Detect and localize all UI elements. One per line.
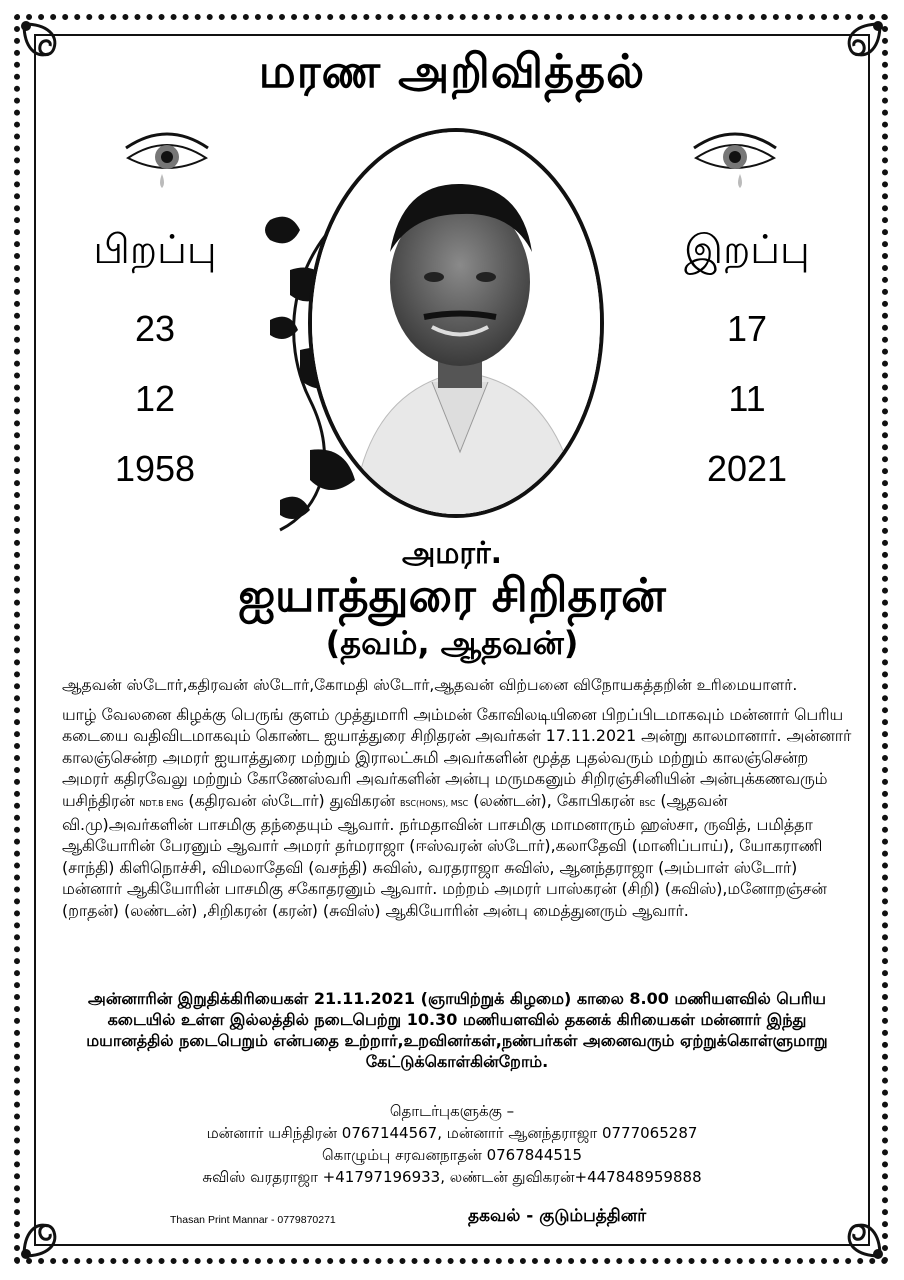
contacts-heading: தொடர்புகளுக்கு – (389, 1102, 515, 1120)
deceased-alias: (தவம், ஆதவன்) (325, 624, 579, 662)
birth-day: 23 (134, 308, 176, 349)
ornament-corner-icon (816, 1192, 886, 1262)
death-label: இறப்பு (684, 228, 810, 272)
info-from: தகவல் - குடும்பத்தினர் (468, 1206, 647, 1226)
biography (62, 704, 852, 921)
page-title: மரண அறிவித்தல் (258, 44, 646, 98)
qualification: BSC (639, 798, 656, 808)
contact-line: சுவிஸ் வரதராஜா +41797196933, லண்டன் துவிகரன்+447848959888 (202, 1168, 702, 1186)
death-day: 17 (726, 308, 768, 349)
portrait-photo (308, 128, 604, 518)
bio-text: (கதிரவன் ஸ்டோர்) துவிகரன் (183, 790, 400, 810)
birth-month: 12 (134, 378, 176, 419)
deceased-name: ஐயாத்துரை சிறிதரன் (238, 568, 666, 622)
business-line: ஆதவன் ஸ்டோர்,கதிரவன் ஸ்டோர்,கோமதி ஸ்டோர்,ஆதவன் விற்பனை விநோயகத்தறின் உரிமையாளர். (62, 676, 798, 694)
contact-line: மன்னார் யசிந்திரன் 0767144567, மன்னார் ஆனந்தராஜா 0777065287 (206, 1124, 698, 1142)
death-year: 2021 (706, 448, 788, 489)
teary-eye-icon (690, 126, 780, 190)
birth-year: 1958 (114, 448, 196, 489)
bio-text: (ஆதவன் வி.மு)அவர்களின் பாசமிகு தந்தையும் ஆவார். நர்மதாவின் பாசமிகு மாமனாரும் ஹஸ்சா, ருவித், பமித்தா ஆகியோரின் பேரனும் ஆவார் அமரர் தர்மராஜா (ஈஸ்வரன் ஸ்டோர்),கலாதேவி (மானிப்பாய்), யோகராணி (சாந்தி) கிளிநொச்சி, விமலாதேவி (வசந்தி) சுவிஸ், வரதராஜா சுவிஸ், ஆனந்தராஜா (அம்பாள் ஸ்டோர்) மன்னார் ஆகியோரின் பாசமிகு சகோதரனும் ஆவார். மற்றம் அமரர் பாஸ்கரன் (சிறி) (சுவிஸ்),மனோறஞ்சன் (றாதன்) (லண்டன்) ,சிறிகரன் (கரன்) (சுவிஸ்) ஆகியோரின் அன்பு மைத்துனரும் ஆவார். (62, 790, 827, 920)
honorific-prefix: அமரர். (401, 536, 503, 571)
contact-line: கொழும்பு சரவனநாதன் 0767844515 (321, 1146, 583, 1164)
bio-text: யாழ் வேலனை கிழக்கு பெருங் குளம் முத்துமாரி அம்மன் கோவிலடியினை பிறப்பிடமாகவும் மன்னார் பெரிய கடையை வதிவிடமாகவும் கொண்ட ஐயாத்துரை சிறிதரன் அவர்கள் 17.11.2021 அன்று காலமானார். அன்னார் காலஞ்சென்ற அமரர் ஐயாத்துரை மற்றும் இராலட்சுமி அவர்களின் மூத்த புதல்வரும் மற்றும் காலஞ்சென்ற அமரர் கதிரவேலு மற்றும் கோணேஸ்வரி அவர்களின் அன்பு மருமகனும் சிறிரஞ்சினியின் அன்புக்கணவரும் யசிந்திரன் (62, 705, 852, 810)
birth-label: பிறப்பு (93, 228, 217, 272)
contacts (100, 1100, 804, 1188)
ornament-corner-icon (18, 1192, 88, 1262)
qualification: NDT.B ENG (139, 798, 184, 808)
teary-eye-icon (122, 126, 212, 190)
bio-text: (லண்டன்), கோபிகரன் (468, 790, 640, 810)
death-column (662, 228, 832, 488)
death-month: 11 (728, 378, 766, 419)
birth-column (70, 228, 240, 488)
printer-credit: Thasan Print Mannar - 0779870271 (170, 1214, 336, 1226)
qualification: BSC(HONS), MSC (399, 798, 469, 808)
funeral-notice: அன்னாரின் இறுதிக்கிரியைகள் 21.11.2021 (ஞாயிற்றுக் கிழமை) காலை 8.00 மணியளவில் பெரிய கடையில் உள்ள இல்லத்தில் நடைபெற்று 10.30 மணியளவில் தகனக் கிரியைகள் மன்னார் இந்து மயானத்தில் நடைபெறும் என்பதை உற்றார்,உறவினர்கள்,நண்பர்கள் அனைவரும் ஏற்றுக்கொள்ளுமாறு கேட்டுக்கொள்கின்றோம். (86, 989, 828, 1071)
